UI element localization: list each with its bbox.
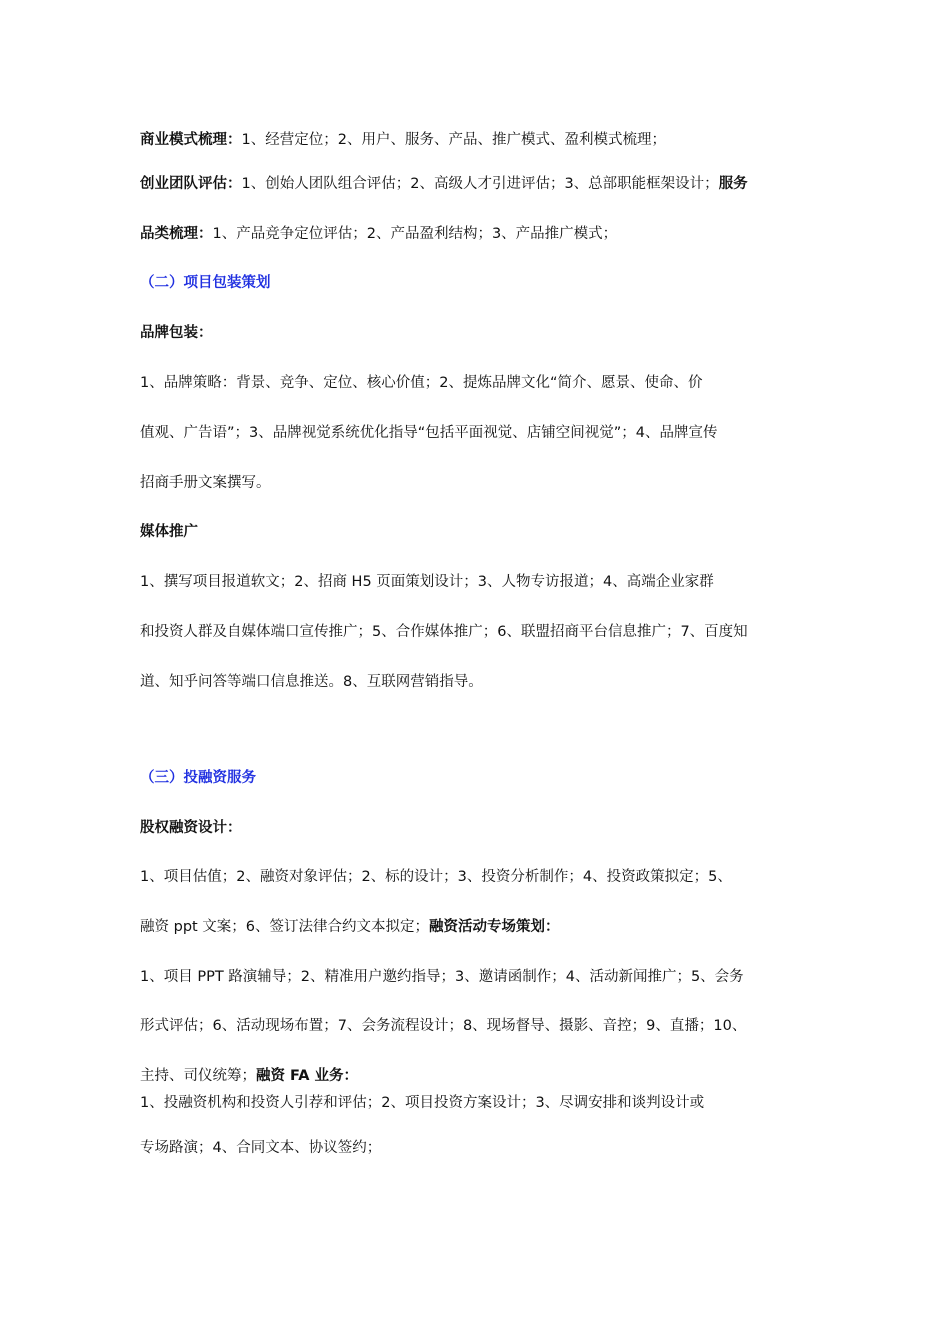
brand-paragraph-line-1: 1、品牌策略：背景、竞争、定位、核心价值；2、提炼品牌文化“简介、愿景、使命、价: [140, 375, 703, 391]
fa-heading: 融资 FA 业务：: [256, 1068, 359, 1084]
business-model-label: 商业模式梳理：: [140, 132, 242, 148]
team-eval-text: 1、创始人团队组合评估；2、高级人才引进评估；3、总部职能框架设计；: [241, 176, 719, 192]
brand-heading-text: 品牌包装：: [140, 325, 213, 341]
section-heading-packaging: （二）项目包装策划: [140, 275, 271, 291]
media-paragraph-line-1: 1、撰写项目报道软文；2、招商 H5 页面策划设计；3、人物专访报道；4、高端企业家群: [140, 574, 714, 590]
media-paragraph-line-2: 和投资人群及自媒体端口宣传推广；5、合作媒体推广；6、联盟招商平台信息推广；7、百度知: [140, 624, 748, 640]
service-label: 服务: [718, 176, 748, 192]
media-heading: [140, 522, 820, 542]
equity-heading: [140, 818, 820, 838]
equity-paragraph-text: 融资 ppt 文案；6、签订法律合约文本拟定；: [140, 919, 430, 935]
category-label: 品类梳理：: [140, 226, 213, 242]
brand-paragraph-line-2: 值观、广告语”；3、品牌视觉系统优化指导“包括平面视觉、店铺空间视觉”；4、品牌宣传: [140, 425, 718, 441]
brand-heading: [140, 323, 820, 343]
team-eval-label: 创业团队评估：: [140, 176, 242, 192]
fa-paragraph-line-1: 1、投融资机构和投资人引荐和评估；2、项目投资方案设计；3、尽调安排和谈判设计或: [140, 1095, 705, 1111]
activity-paragraph-text: 主持、司仪统筹；: [140, 1068, 256, 1084]
media-paragraph-line-3: 道、知乎问答等端口信息推送。8、互联网营销指导。: [140, 674, 483, 690]
activity-heading: 融资活动专场策划：: [429, 919, 560, 935]
business-model-line: [140, 130, 820, 150]
team-eval-line: [140, 174, 820, 194]
equity-heading-text: 股权融资设计：: [140, 820, 242, 836]
activity-paragraph-line-3: [140, 1066, 820, 1086]
category-text: 1、产品竞争定位评估；2、产品盈利结构；3、产品推广模式；: [212, 226, 618, 242]
brand-paragraph-line-3: 招商手册文案撰写。: [140, 475, 271, 491]
section-heading-financing: （三）投融资服务: [140, 770, 256, 786]
activity-paragraph-line-1: 1、项目 PPT 路演辅导；2、精准用户邀约指导；3、邀请函制作；4、活动新闻推广；5、会务: [140, 969, 744, 985]
media-heading-text: 媒体推广: [140, 524, 198, 540]
activity-paragraph-line-2: 形式评估；6、活动现场布置；7、会务流程设计；8、现场督导、摄影、音控；9、直播；10、: [140, 1018, 747, 1034]
equity-paragraph-line-1: 1、项目估值；2、融资对象评估；2、标的设计；3、投资分析制作；4、投资政策拟定；5、: [140, 869, 732, 885]
category-line: [140, 224, 820, 244]
equity-paragraph-line-2: [140, 917, 820, 937]
business-model-text: 1、经营定位；2、用户、服务、产品、推广模式、盈利模式梳理；: [241, 132, 666, 148]
fa-paragraph-line-2: 专场路演；4、合同文本、协议签约；: [140, 1140, 382, 1156]
